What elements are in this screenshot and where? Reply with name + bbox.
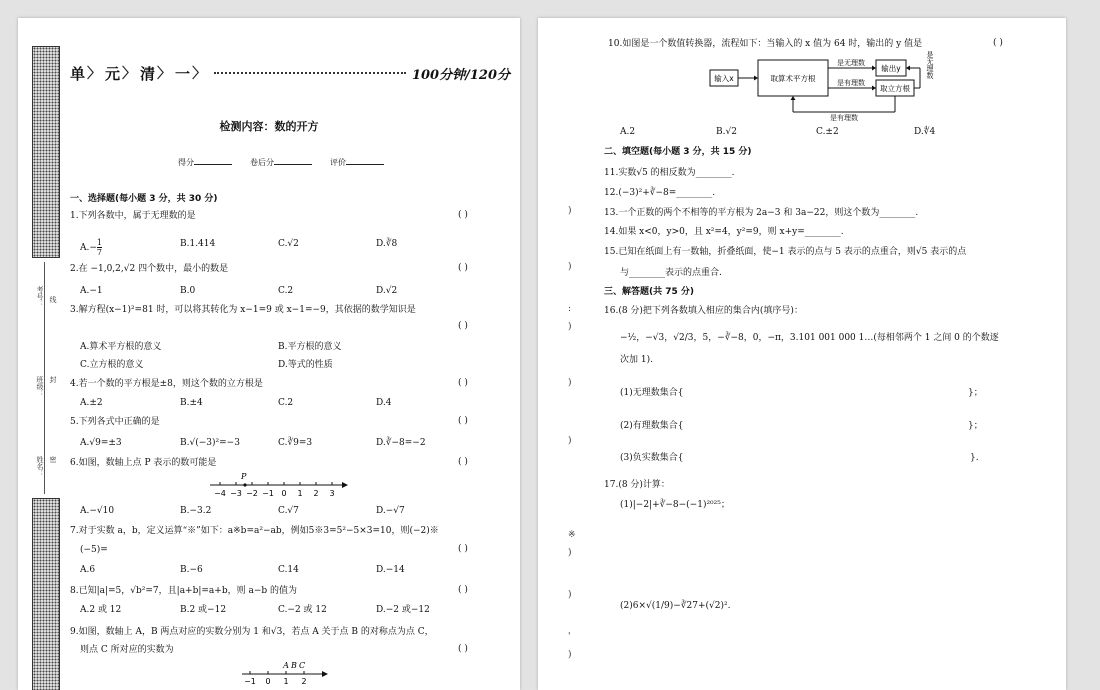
binding-pattern-top <box>32 46 60 258</box>
q8-stem: 8.已知|a|=5，√b²=7，且|a+b|=a+b，则 a−b 的值为 <box>70 586 297 596</box>
flow-back-label: 是有理数 <box>830 114 858 122</box>
eval-label: 评价 <box>330 158 346 167</box>
q3-option-d[interactable]: D.等式的性质 <box>278 360 333 370</box>
right-page <box>538 18 1066 690</box>
edge-mark: ) <box>568 378 572 388</box>
q7-stem: 7.对于实数 a，b，定义运算“※”如下：a※b=a²−ab，例如5※3=5²−5×3=10，则(−2)※ <box>70 526 439 536</box>
edge-mark: ) <box>568 590 572 600</box>
axis-tick-label: −3 <box>230 489 242 498</box>
binding-name: 姓名： <box>36 456 44 477</box>
binding-seal-envelope: 封 <box>49 376 57 383</box>
q3-option-a[interactable]: A.算术平方根的意义 <box>80 342 162 352</box>
edge-mark: ※ <box>568 530 576 540</box>
q6-stem: 6.如图，数轴上点 P 表示的数可能是 <box>70 458 217 468</box>
unit-char-1: 单 <box>70 64 86 83</box>
q13[interactable]: 13.一个正数的两个不相等的平方根为 2a−3 和 3a−22，则这个数为________. <box>604 208 919 218</box>
axis-tick-label: 2 <box>301 677 307 686</box>
flow-cube-text: 取立方根 <box>880 84 910 93</box>
q17-stem: 17.(8 分)计算： <box>604 480 670 490</box>
q6-option-a[interactable]: A.−√10 <box>80 506 115 516</box>
q17-part1: (1)|−2|+∛−8−(−1)²⁰²⁵； <box>620 500 730 510</box>
axis-tick-label: −2 <box>246 489 258 498</box>
q5-option-d[interactable]: D.∛−8=−2 <box>376 438 426 448</box>
edge-mark: ) <box>568 206 572 216</box>
q5-answer-paren[interactable]: ( ) <box>458 416 468 426</box>
q10-flowchart <box>708 51 948 124</box>
axis-tick-label: 1 <box>297 489 303 498</box>
q9-stem-continued: 则点 C 所对应的实数为 <box>80 645 174 655</box>
axis-tick-label: −1 <box>244 677 256 686</box>
q1-option-d[interactable]: D.∛8 <box>376 239 398 249</box>
chevron-icon: 〉 <box>157 66 172 82</box>
q10-answer-paren[interactable]: ( ) <box>993 38 1003 48</box>
q7-option-c[interactable]: C.14 <box>278 565 299 575</box>
eval-blank[interactable] <box>346 156 384 165</box>
unit-char-4: 一 <box>175 64 191 83</box>
edge-mark: ) <box>568 262 572 272</box>
q7-option-d[interactable]: D.−14 <box>376 565 405 575</box>
q8-option-b[interactable]: B.2 或−12 <box>180 605 227 615</box>
q16-numbers: −½，−√3，√2/3，5，−∛−8，0，−π，3.101 001 000 1…(每相邻两个 1 之间 0 的个数逐 <box>620 333 999 343</box>
q9-point-label-b: B <box>291 661 297 670</box>
flow-side-label: 是无理数 <box>926 51 934 79</box>
q9-number-line <box>240 660 330 686</box>
axis-tick-label: 0 <box>281 489 287 498</box>
q9-answer-paren[interactable]: ( ) <box>458 644 468 654</box>
q10-option-c[interactable]: C.±2 <box>816 127 839 137</box>
q1-option-a[interactable]: A.− $\frac{1}{7}$ <box>80 238 102 257</box>
q14[interactable]: 14.如果 x<0，y>0，且 x²=4，y²=9，则 x+y=________. <box>604 227 844 237</box>
q8-option-c[interactable]: C.−2 或 12 <box>278 605 327 615</box>
chevron-icon: 〉 <box>192 66 207 82</box>
axis-tick-label: 3 <box>329 489 335 498</box>
q7-option-a[interactable]: A.6 <box>80 565 96 575</box>
flow-root-text: 取算术平方根 <box>770 74 816 83</box>
q6-option-d[interactable]: D.−√7 <box>376 506 405 516</box>
binding-seal-line: 线 <box>49 296 57 303</box>
q10-option-a[interactable]: A.2 <box>620 127 636 137</box>
q16-set-rational[interactable]: (2)有理数集合{ <box>620 421 684 431</box>
edge-mark: ' <box>568 632 571 642</box>
q3-option-b[interactable]: B.平方根的意义 <box>278 342 342 352</box>
binding-seal-secret: 密 <box>49 456 57 463</box>
edge-mark: ) <box>568 650 572 660</box>
q4-option-a[interactable]: A.±2 <box>80 398 103 408</box>
q10-stem: 10.如图是一个数值转换器，流程如下：当输入的 x 值为 64 时，输出的 y 值是 <box>608 39 923 49</box>
q7-answer-paren[interactable]: ( ) <box>458 544 468 554</box>
q9-point-label-a: A <box>283 661 289 670</box>
unit-char-2: 元 <box>105 64 121 83</box>
q3-answer-paren[interactable]: ( ) <box>458 321 468 331</box>
axis-tick-label: −4 <box>214 489 226 498</box>
q6-option-c[interactable]: C.√7 <box>278 506 299 516</box>
axis-tick-label: 2 <box>313 489 319 498</box>
unit-title <box>70 62 510 84</box>
q8-answer-paren[interactable]: ( ) <box>458 585 468 595</box>
chevron-icon: 〉 <box>87 66 102 82</box>
q2-option-c[interactable]: C.2 <box>278 286 294 296</box>
q16-stem: 16.(8 分)把下列各数填入相应的集合内(填序号)： <box>604 306 803 316</box>
q5-option-a[interactable]: A.√9=±3 <box>80 438 122 448</box>
q5-option-b[interactable]: B.√(−3)²=−3 <box>180 438 240 448</box>
q4-option-b[interactable]: B.±4 <box>180 398 203 408</box>
q17-part2: (2)6×√(1/9)−∛27+(√2)². <box>620 601 731 611</box>
q6-answer-paren[interactable]: ( ) <box>458 457 468 467</box>
q6-option-b[interactable]: B.−3.2 <box>180 506 212 516</box>
q16-set-negative[interactable]: (3)负实数集合{ <box>620 453 684 463</box>
reviewer-label: 卷后分 <box>250 158 274 167</box>
chevron-icon: 〉 <box>122 66 137 82</box>
section-fill-title: 二、填空题(每小题 3 分，共 15 分) <box>604 147 752 157</box>
axis-tick-label: 0 <box>265 677 271 686</box>
q16-set-negative-end: }. <box>970 453 979 463</box>
q8-option-d[interactable]: D.−2 或−12 <box>376 605 430 615</box>
q16-numbers-continued: 次加 1). <box>620 355 653 365</box>
q1-option-c[interactable]: C.√2 <box>278 239 299 249</box>
q16-set-irrational-end: }； <box>968 388 983 398</box>
q2-option-b[interactable]: B.0 <box>180 286 196 296</box>
q4-stem: 4.若一个数的平方根是±8，则这个数的立方根是 <box>70 379 263 389</box>
q1-answer-paren[interactable]: ( ) <box>458 210 468 220</box>
edge-mark: : <box>568 304 572 314</box>
edge-mark: ) <box>568 548 572 558</box>
flow-is-irrational: 是无理数 <box>837 59 865 67</box>
q10-option-d[interactable]: D.∜4 <box>914 127 936 137</box>
q8-option-a[interactable]: A.2 或 12 <box>80 605 122 615</box>
flow-output-text: 输出y <box>881 64 901 73</box>
q6-point-label: P <box>241 472 247 481</box>
binding-class: 班级： <box>36 376 44 397</box>
score-blank[interactable] <box>194 156 232 165</box>
q1-stem: 1.下列各数中，属于无理数的是 <box>70 211 196 221</box>
section-choice-title: 一、选择题(每小题 3 分，共 30 分) <box>70 194 218 204</box>
axis-tick-label: 1 <box>283 677 289 686</box>
edge-mark: ) <box>568 322 572 332</box>
flow-input-text: 输入x <box>714 74 734 83</box>
q9-point-label-c: C <box>298 661 306 670</box>
q11[interactable]: 11.实数√5 的相反数为________. <box>604 168 735 178</box>
q4-option-c[interactable]: C.2 <box>278 398 294 408</box>
q5-option-c[interactable]: C.∛9=3 <box>278 438 313 448</box>
score-row <box>178 156 384 168</box>
q4-option-d[interactable]: D.4 <box>376 398 392 408</box>
q2-stem: 2.在 −1,0,2,√2 四个数中，最小的数是 <box>70 264 229 274</box>
q12[interactable]: 12.(−3)²+∛−8=________. <box>604 188 716 198</box>
q16-set-rational-end: }； <box>968 421 983 431</box>
q4-answer-paren[interactable]: ( ) <box>458 378 468 388</box>
dotted-leader <box>214 72 406 74</box>
q2-option-a[interactable]: A.−1 <box>80 286 103 296</box>
q15[interactable]: 15.已知在纸面上有一数轴，折叠纸面，使−1 表示的点与 5 表示的点重合，则√5 表示的点 <box>604 247 967 257</box>
binding-strip <box>32 46 58 690</box>
q2-answer-paren[interactable]: ( ) <box>458 263 468 273</box>
q15-continued[interactable]: 与________表示的点重合. <box>620 268 722 278</box>
left-page <box>18 18 520 690</box>
section-answer-title: 三、解答题(共 75 分) <box>604 287 695 297</box>
q6-number-line <box>208 473 348 501</box>
q7-stem-continued: (−5)= <box>80 545 108 555</box>
q7-option-b[interactable]: B.−6 <box>180 565 203 575</box>
edge-mark: ) <box>568 436 572 446</box>
unit-char-3: 清 <box>140 64 156 83</box>
binding-exam-no: 考号： <box>36 286 44 307</box>
binding-pattern-bottom <box>32 498 60 690</box>
q6-point-p <box>243 483 246 486</box>
q9-stem: 9.如图，数轴上 A，B 两点对应的实数分别为 1 和√3，若点 A 关于点 B 的对称点为点 C， <box>70 627 434 637</box>
time-score: 100分钟/120分 <box>411 67 510 83</box>
score-label: 得分 <box>178 158 194 167</box>
q16-set-irrational[interactable]: (1)无理数集合{ <box>620 388 684 398</box>
axis-tick-label: −1 <box>262 489 274 498</box>
q5-stem: 5.下列各式中正确的是 <box>70 417 160 427</box>
exam-title: 检测内容：数的开方 <box>219 120 319 133</box>
q2-option-d[interactable]: D.√2 <box>376 286 398 296</box>
q1-option-b[interactable]: B.1.414 <box>180 239 216 249</box>
q10-option-b[interactable]: B.√2 <box>716 127 737 137</box>
q3-stem: 3.解方程(x−1)²=81 时，可以将其转化为 x−1=9 或 x−1=−9，其依据的数学知识是 <box>70 305 416 315</box>
flow-is-rational: 是有理数 <box>837 79 865 87</box>
q3-option-c[interactable]: C.立方根的意义 <box>80 360 144 370</box>
reviewer-blank[interactable] <box>274 156 312 165</box>
